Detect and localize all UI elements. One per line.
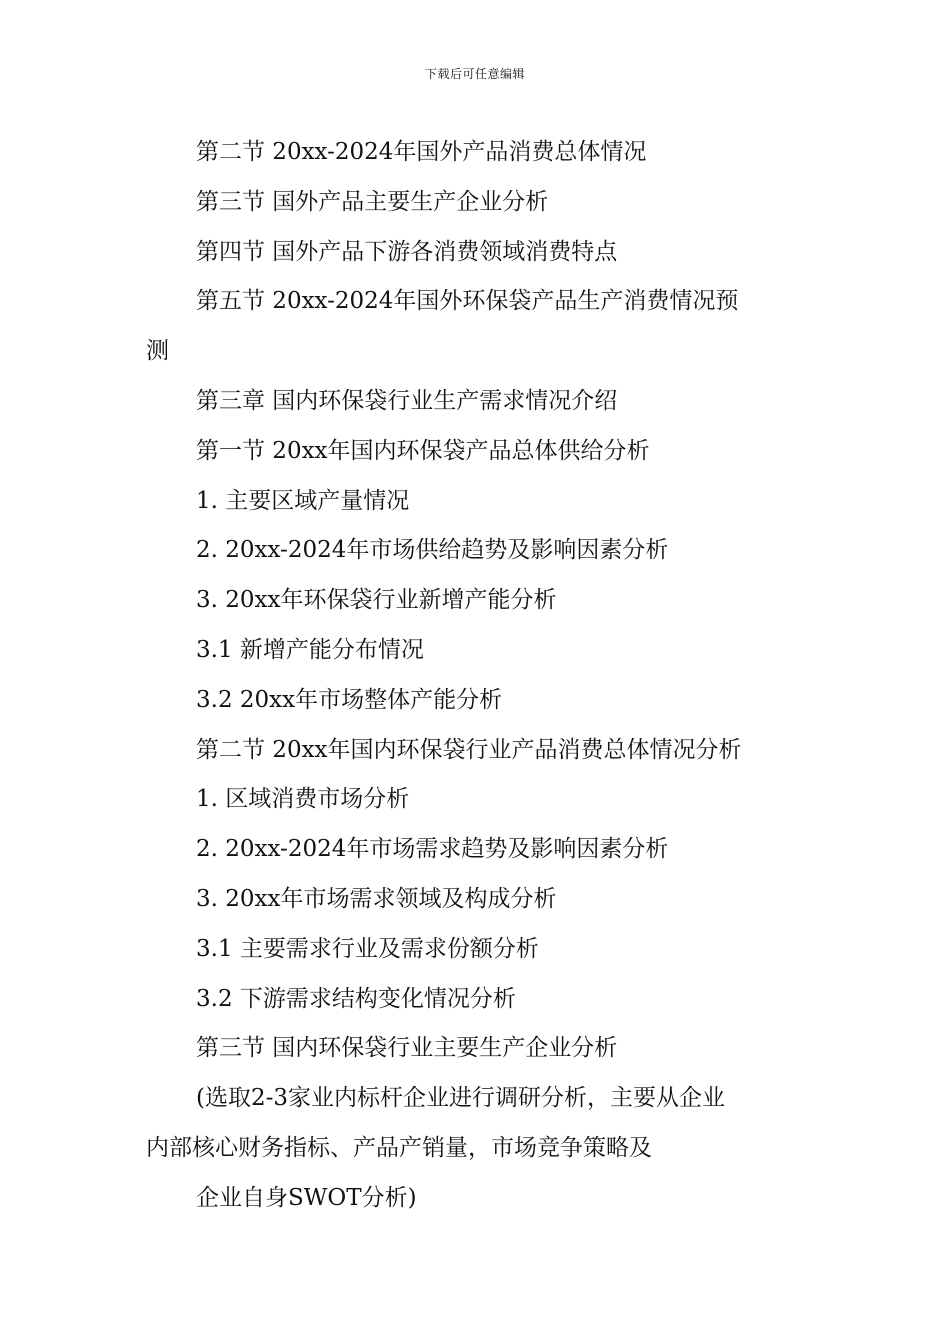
toc-line: 第五节 20xx-2024年国外环保袋产品生产消费情况预 [196,288,739,315]
toc-item: 3. 20xx年环保袋行业新增产能分析 [196,587,557,614]
toc-subitem: 3.1 新增产能分布情况 [196,636,424,663]
toc-line: 第三节 国内环保袋行业主要生产企业分析 [196,1035,618,1062]
page-header: 下载后可任意编辑 [424,67,525,81]
toc-item: 1. 区域消费市场分析 [196,786,410,813]
toc-item: 2. 20xx-2024年市场供给趋势及影响因素分析 [196,537,669,564]
toc-subitem: 3.2 下游需求结构变化情况分析 [196,985,516,1012]
note-line: (选取2-3家业内标杆企业进行调研分析，主要从企业 [196,1085,726,1112]
toc-item: 1. 主要区域产量情况 [196,487,410,514]
toc-subitem: 3.1 主要需求行业及需求份额分析 [196,935,539,962]
document-body [146,128,810,1224]
toc-line: 第四节 国外产品下游各消费领域消费特点 [196,238,618,265]
toc-line: 第一节 20xx年国内环保袋产品总体供给分析 [196,437,650,464]
toc-line: 第二节 20xx-2024年国外产品消费总体情况 [196,139,647,165]
note-line: 企业自身SWOT分析) [196,1184,417,1211]
toc-line-continuation: 测 [146,338,169,365]
toc-line: 第三节 国外产品主要生产企业分析 [196,188,549,215]
note-line-continuation: 内部核心财务指标、产品产销量，市场竞争策略及 [146,1134,652,1161]
toc-subitem: 3.2 20xx年市场整体产能分析 [196,686,503,713]
toc-line: 第二节 20xx年国内环保袋行业产品消费总体情况分析 [196,736,742,763]
toc-item: 2. 20xx-2024年市场需求趋势及影响因素分析 [196,836,669,863]
toc-item: 3. 20xx年市场需求领域及构成分析 [196,885,557,912]
chapter-heading: 第三章 国内环保袋行业生产需求情况介绍 [196,387,618,414]
